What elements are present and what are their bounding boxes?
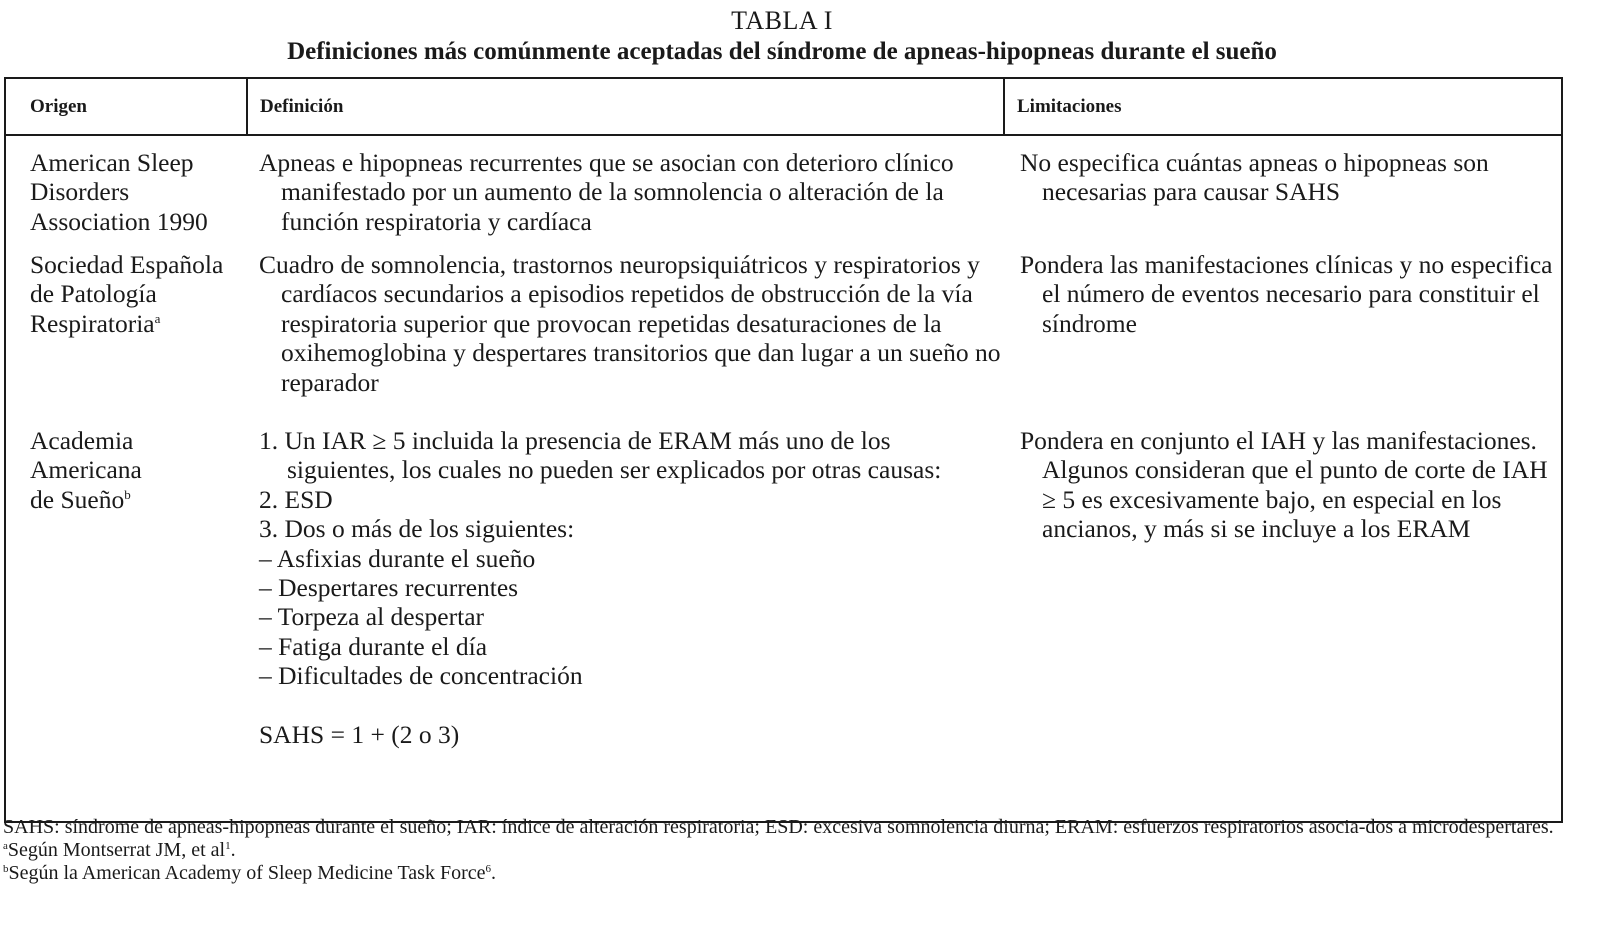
definition-cell	[247, 426, 1004, 822]
origin-line	[30, 309, 247, 338]
footnote-marker-a: a	[154, 310, 161, 326]
footnote-b-mark: b	[3, 863, 9, 875]
origin-line-text: Respiratoria	[30, 308, 155, 338]
criterion-item: 2. ESD	[259, 484, 333, 514]
abbreviations-note: SAHS: síndrome de apneas-hipopneas durante el sueño; IAR: índice de alteración respiratoria; ESD: excesiva somnolencia diurna; ERAM: esfuerzos respiratorios asocia-dos a microdespertares.	[3, 816, 1554, 838]
criterion-item: 1. Un IAR ≥ 5 incluida la presencia de ERAM más uno de los siguientes, los cuales no pueden ser explicados por otras causas:	[259, 426, 942, 485]
symptom-item: – Despertares recurrentes	[259, 573, 519, 603]
definition-cell	[247, 250, 1004, 426]
origin-line	[30, 485, 247, 514]
table-footnotes	[3, 816, 1563, 885]
table-caption: Definiciones más comúnmente aceptadas del síndrome de apneas-hipopneas durante el sueño	[287, 38, 1277, 65]
footnote-b	[3, 862, 1563, 885]
symptom-item: – Torpeza al despertar	[259, 602, 485, 632]
origin-cell	[5, 135, 247, 250]
limitation-cell	[1004, 426, 1562, 822]
header-limitaciones: Limitaciones	[1004, 78, 1562, 135]
limitation-text: No especifica cuántas apneas o hipopneas son necesarias para causar SAHS	[1020, 148, 1489, 207]
definition-cell	[247, 135, 1004, 250]
table-header-row	[5, 78, 1562, 135]
limitation-cell	[1004, 250, 1562, 426]
table-title-block	[0, 6, 1564, 68]
origin-line-text: de Sueño	[30, 484, 125, 514]
footnote-marker-b: b	[124, 486, 131, 502]
origin-line: Association 1990	[30, 206, 208, 236]
header-definicion: Definición	[247, 78, 1004, 135]
definitions-table	[4, 77, 1563, 823]
limitation-text: Pondera las manifestaciones clínicas y no especifica el número de eventos necesario para constituir el síndrome	[1020, 250, 1553, 338]
table-row	[5, 135, 1562, 250]
symptom-item: – Asfixias durante el sueño	[259, 543, 536, 573]
limitation-text: Pondera en conjunto el IAH y las manifestaciones. Algunos consideran que el punto de corte de IAH ≥ 5 es excesivamente bajo, en especial en los ancianos, y más si se incluye a los ERAM	[1020, 426, 1548, 544]
footnote-a	[3, 839, 1563, 862]
footnote-b-end: .	[490, 862, 496, 884]
origin-line: Americana	[30, 455, 142, 485]
origin-cell	[5, 426, 247, 822]
footnote-a-ref: 1	[225, 840, 231, 852]
symptom-item: – Dificultades de concentración	[259, 661, 583, 691]
definition-text: Apneas e hipopneas recurrentes que se asocian con deterioro clínico manifestado por un aumento de la somnolencia o alteración de la función respiratoria y cardíaca	[259, 148, 954, 236]
origin-cell	[5, 250, 247, 426]
table-row	[5, 250, 1562, 426]
sahs-formula: SAHS = 1 + (2 o 3)	[259, 720, 460, 750]
definition-text: Cuadro de somnolencia, trastornos neuropsiquiátricos y respiratorios y cardíacos secundarios a episodios repetidos de obstrucción de la vía respiratoria superior que provocan repetidas desaturaciones de la oxihemoglobina y despertares transitorios que dan lugar a un sueño no reparador	[259, 250, 1001, 397]
origin-line: Academia	[30, 426, 134, 455]
table-label: TABLA I	[731, 6, 833, 35]
blank-line	[259, 691, 1004, 720]
footnote-a-mark: a	[3, 840, 8, 852]
footnote-b-text: Según la American Academy of Sleep Medicine Task Force	[8, 862, 486, 884]
footnote-a-end: .	[230, 839, 236, 861]
origin-line: de Patología	[30, 279, 157, 309]
header-origen: Origen	[5, 78, 247, 135]
footnote-a-text: Según Montserrat JM, et al	[7, 839, 226, 861]
footnote-b-ref: 6	[485, 863, 491, 875]
limitation-cell	[1004, 135, 1562, 250]
table-row	[5, 426, 1562, 822]
symptom-item: – Fatiga durante el día	[259, 631, 488, 661]
criterion-item: 3. Dos o más de los siguientes:	[259, 514, 575, 544]
origin-line: Disorders	[30, 177, 130, 207]
origin-line: American Sleep	[30, 148, 194, 177]
origin-line: Sociedad Española	[30, 250, 224, 279]
